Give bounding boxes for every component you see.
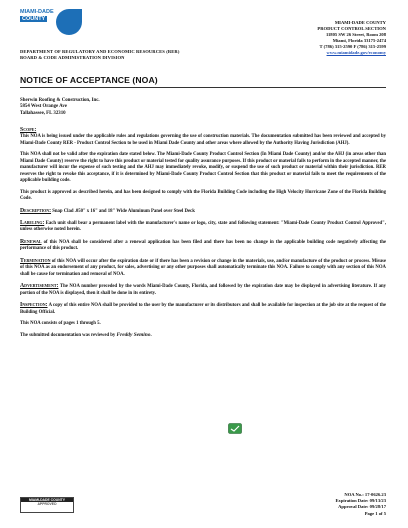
inspection-text: A copy of this entire NOA shall be provided to the user by the manufacturer or its distributors and shall be available for inspection at the job site at the request of the Building Official. (20, 303, 386, 315)
approved-badge-top: MIAMI-DADE COUNTY (21, 498, 73, 502)
reviewer-signature: Freddy Semino (116, 332, 151, 339)
approval-date: Approval Date: 09/28/17 (338, 504, 386, 510)
office-line: 11805 SW 26 Street, Room 208 (325, 32, 386, 37)
noa-number: NOA No.: 17-0626.23 (344, 492, 386, 497)
logo-mark-icon (56, 9, 82, 35)
scope-paragraph-1: This NOA is being issued under the applicable rules and regulations governing the use of construction materials. The documentation submitted has been reviewed and accepted by Miami-Dade County RER - Product Control Section to be used in Miami Dade County and other areas where allowed by the Authority Having Jurisdiction (AHJ). (20, 134, 386, 146)
logo-text (20, 9, 54, 22)
description-heading: Description: (20, 207, 52, 214)
office-line: Miami, Florida 33175-2474 (332, 38, 386, 43)
renewal-text: of this NOA shall be considered after a renewal application has been filed and there has been no change in the applicable building code negatively affecting the performance of this product. (20, 239, 386, 252)
scope-paragraph-2: This NOA shall not be valid after the expiration date stated below. The Miami-Dade County Product Control Section (In Miami Dade County) and/or the AHJ (in areas other than Miami Dade County) reserve the right to have this product or material tested for quality assurance purposes. If this product or material fails to perform in the accepted manner, the manufacturer will incur the expense of such testing and the AHJ may immediately revoke, modify, or suspend the use of such product or material within their jurisdiction. RER reserves the right to revoke this acceptance, if it is determined by Miami-Dade County Product Control Section that this product or material fails to meet the requirements of the applicable building code. (20, 152, 386, 184)
scope-heading: Scope: (20, 127, 37, 133)
logo-line1: MIAMI-DADE (20, 9, 54, 15)
labeling-text: Each unit shall bear a permanent label with the manufacturer's name or logo, city, state and following statement: "Miami-Dade County Product Control Approved", unless otherwise noted herein. (20, 220, 387, 233)
termination-heading: Termination (20, 257, 51, 264)
office-line: MIAMI-DADE COUNTY (334, 20, 386, 25)
logo-line2: COUNTY (22, 16, 46, 22)
scope-paragraph-3: This product is approved as described herein, and has been designed to comply with the Florida Building Code including the High Velocity Hurricane Zone of the Florida Building Code. (20, 189, 386, 202)
recipient-address (20, 98, 100, 117)
department-line: DEPARTMENT OF REGULATORY AND ECONOMIC RESOURCES (RER) (20, 49, 180, 54)
expiration-date: Expiration Date: 09/13/23 (335, 498, 386, 504)
office-line: T (786) 315-2590 F (786) 315-2599 (319, 44, 386, 49)
approved-badge-bottom: APPROVED (37, 502, 57, 506)
approval-seal-icon (228, 423, 242, 434)
approved-badge (20, 497, 74, 513)
labeling-heading: Labeling: (20, 219, 45, 226)
reviewed-statement: The submitted documentation was reviewed by (20, 333, 116, 339)
inspection-heading: Inspection: (20, 302, 48, 309)
termination-text: of this NOA will occur after the expiration date or if there has been a revision or change in the materials, use, and/or manufacture of the product or process. Misuse of this NOA as an endorsement of any product, for sales, advertising or any other purposes shall automatically terminate this NOA. Failure to comply with any section of this NOA shall be cause for termination and removal of NOA. (20, 258, 386, 277)
department-heading (20, 49, 230, 61)
description-text: Snap Clad .050" x 16" and 18" Wide Aluminum Panel over Steel Deck (52, 208, 195, 214)
division-line: BOARD & CODE ADMINISTRATION DIVISION (20, 55, 125, 60)
office-line: PRODUCT CONTROL SECTION (317, 26, 386, 31)
noa-footer (335, 492, 386, 517)
street-address: 5854 West Orange Ave (20, 104, 67, 110)
advertisement-text: The NOA number preceded by the words Miami-Dade County, Florida, and followed by the expiration date may be displayed in advertising literature. If any portion of the NOA is displayed, then it shall be done in its entirety. (20, 284, 386, 296)
title-divider (20, 87, 386, 88)
city-state-zip: Tallahassee, FL 32310 (20, 110, 66, 116)
office-address (246, 20, 386, 56)
page-number: Page 1 of 5 (364, 510, 386, 516)
pages-statement: This NOA consists of pages 1 through 5. (20, 320, 101, 326)
website-link[interactable]: www.miamidade.gov/economy (326, 50, 386, 55)
page-title: NOTICE OF ACCEPTANCE (NOA) (20, 75, 158, 85)
advertisement-heading: Advertisement: (20, 283, 59, 290)
renewal-heading: Renewal (20, 238, 42, 245)
notice-body: Scope: This NOA is being issued under the applicable rules and regulations governing the use of construction materials. The documentation submitted has been reviewed and accepted by Miami-Dade County RER - Product Control Section to be used in Miami Dade County and other areas where allowed by the Authority Having Jurisdiction (AHJ). This NOA shall not be valid after the expiration date stated below. The Miami-Dade County Product Control Section (In Miami Dade County) and/or the AHJ (in areas other than Miami Dade County) reserve the right to have this product or material tested for quality assurance purposes. If this product or material fails to perform in the accepted manner, the manufacturer will incur the expense of such testing and the AHJ may immediately revoke, modify, or suspend the use of such product or material within their jurisdiction. RER reserves the right to revoke this acceptance, if it is determined by Miami-Dade County Product Control Section that this product or material fails to meet the requirements of the applicable building code. This product is approved as described herein, and has been designed to comply with the Florida Building Code including the High Velocity Hurricane Zone of the Florida Building Code. Description: Snap Clad .050" x 16" and 18" Wide Aluminum Panel over Steel Deck Labeling: Each unit shall bear a permanent label with the manufacturer's name or logo, city, state and following statement: "Miami-Dade County Product Control Approved", unless otherwise noted herein. Renewal of this NOA shall be considered after a renewal application has been filed and there has been no change in the applicable building code negatively affecting the performance of this product. Termination of this NOA will occur after the expiration date or if there has been a revision or change in the materials, use, and/or manufacture of the product or process. Misuse of this NOA as an endorsement of any product, for sales, advertising or any other purposes shall automatically terminate this NOA. Failure to comply with any section of this NOA shall be cause for termination and removal of NOA. Advertisement: The NOA number preceded by the words Miami-Dade County, Florida, and followed by the expiration date may be displayed in advertising literature. If any portion of the NOA is displayed, then it shall be done in its entirety. Inspection: A copy of this entire NOA shall be provided to the user by the manufacturer or its distributors and shall be available for inspection at the job site at the request of the Building Official. This NOA consists of pages 1 through 5. The submitted documentation was reviewed by Freddy Semino. (20, 127, 387, 339)
miami-dade-logo (20, 9, 84, 39)
company-name: Sherwin Roofing & Construction, Inc. (20, 98, 100, 103)
